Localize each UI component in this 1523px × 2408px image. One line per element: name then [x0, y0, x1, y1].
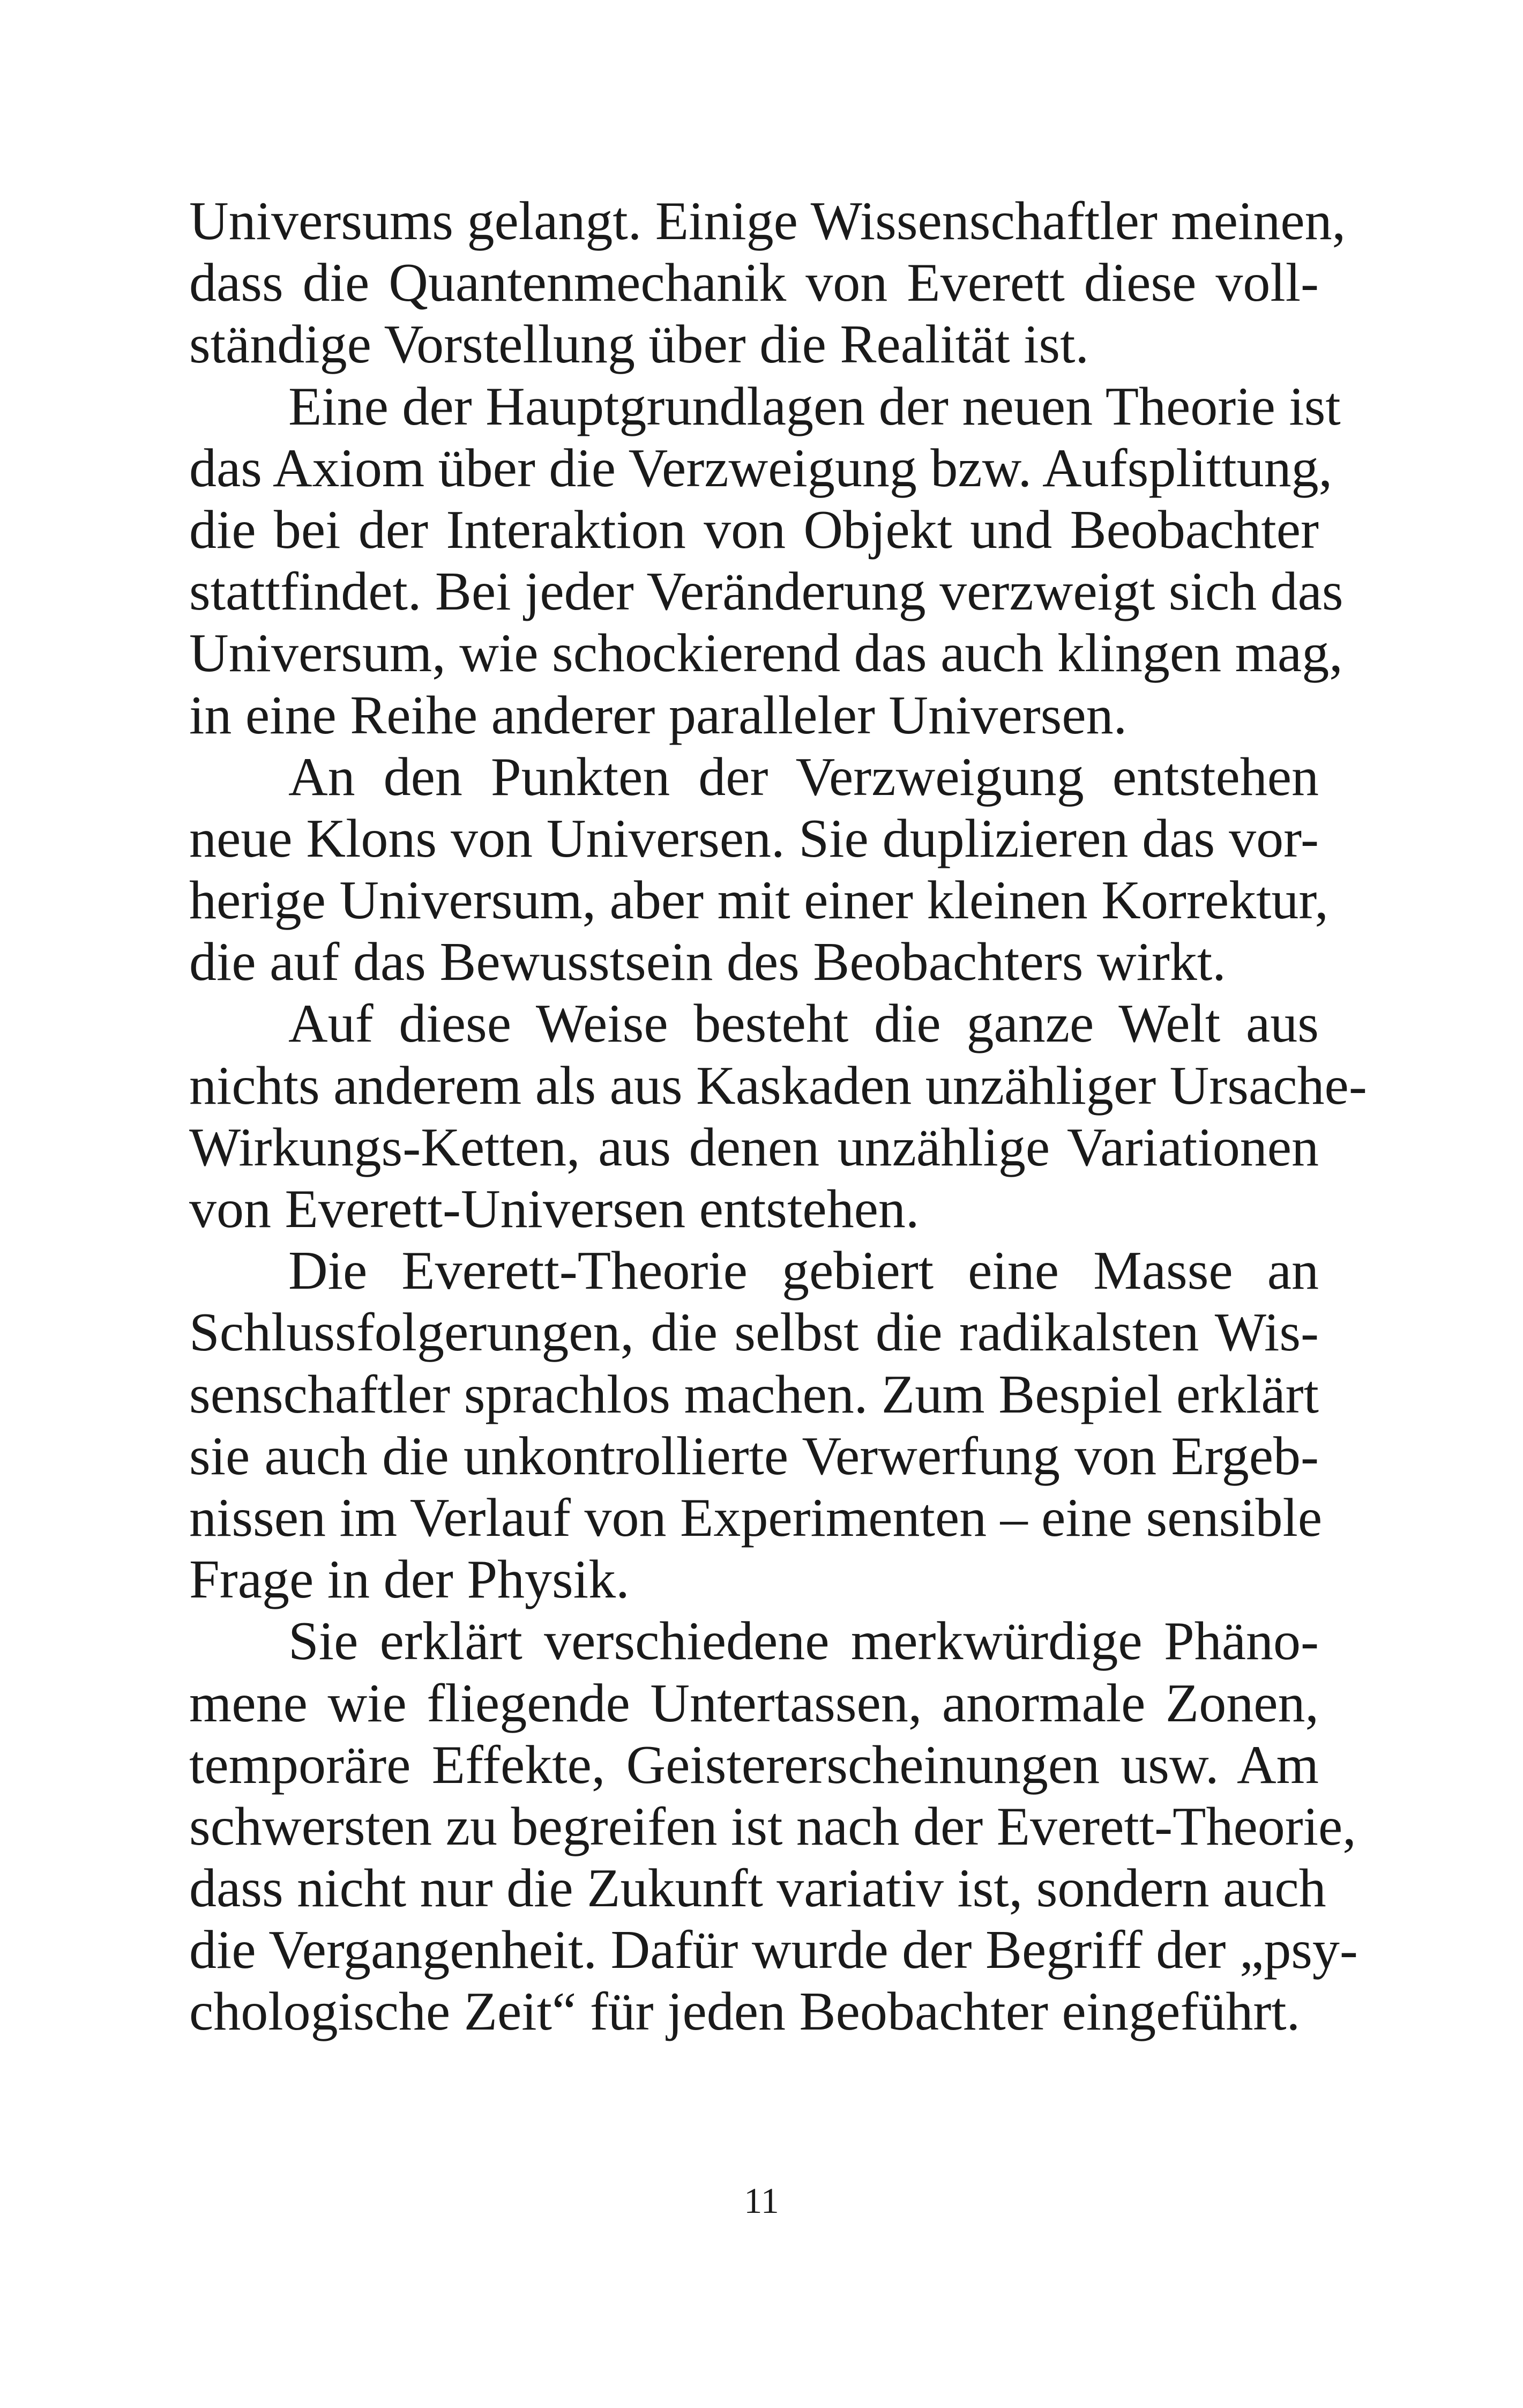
text-line: in eine Reihe anderer paralleler Universen. [189, 685, 1128, 746]
text-line: senschaftler sprachlos machen. Zum Bespiel erklärt [189, 1364, 1319, 1425]
text-line: dass die Quantenmechanik von Everett diese voll- [189, 252, 1319, 314]
text-line: Eine der Hauptgrundlagen der neuen Theorie ist [288, 376, 1341, 437]
text-line: Auf diese Weise besteht die ganze Welt aus [288, 993, 1319, 1054]
text-line: neue Klons von Universen. Sie duplizieren das vor- [189, 808, 1319, 869]
text-line: An den Punkten der Verzweigung entstehen [288, 746, 1319, 807]
text-line: Universums gelangt. Einige Wissenschaftler meinen, [189, 191, 1346, 251]
text-line: Wirkungs-Ketten, aus denen unzählige Variationen [189, 1117, 1319, 1178]
text-line: Frage in der Physik. [189, 1549, 630, 1610]
body-text [189, 190, 1367, 2043]
page-number: 11 [744, 2180, 779, 2221]
text-line: mene wie fliegende Untertassen, anormale Zonen, [189, 1673, 1319, 1734]
text-line: ständige Vorstellung über die Realität ist. [189, 314, 1089, 375]
text-line: sie auch die unkontrollierte Verwerfung von Ergeb- [189, 1425, 1319, 1487]
text-line: herige Universum, aber mit einer kleinen Korrektur, [189, 870, 1328, 931]
text-line: Die Everett-Theorie gebiert eine Masse an [288, 1240, 1319, 1302]
text-line: chologische Zeit“ für jeden Beobachter eingeführt. [189, 1981, 1301, 2042]
text-line: Sie erklärt verschiedene merkwürdige Phäno- [288, 1611, 1319, 1672]
text-line: das Axiom über die Verzweigung bzw. Aufsplittung, [189, 437, 1333, 499]
text-line: stattfindet. Bei jeder Veränderung verzweigt sich das [189, 561, 1343, 622]
text-line: von Everett-Universen entstehen. [189, 1179, 920, 1239]
text-line: die auf das Bewusstsein des Beobachters wirkt. [189, 932, 1226, 993]
text-line: Universum, wie schockierend das auch klingen mag, [189, 623, 1343, 684]
text-line: die Vergangenheit. Dafür wurde der Begriff der „psy- [189, 1920, 1358, 1981]
text-line: dass nicht nur die Zukunft variativ ist, sondern auch [189, 1858, 1326, 1919]
text-line: schwersten zu begreifen ist nach der Everett-Theorie, [189, 1796, 1356, 1857]
text-line: nichts anderem als aus Kaskaden unzähliger Ursache- [189, 1055, 1367, 1116]
text-line: temporäre Effekte, Geistererscheinungen usw. Am [189, 1734, 1319, 1795]
text-line: Schlussfolgerungen, die selbst die radikalsten Wis- [189, 1302, 1319, 1363]
text-line: nissen im Verlauf von Experimenten – eine sensible [189, 1487, 1323, 1548]
text-line: die bei der Interaktion von Objekt und Beobachter [189, 499, 1319, 560]
